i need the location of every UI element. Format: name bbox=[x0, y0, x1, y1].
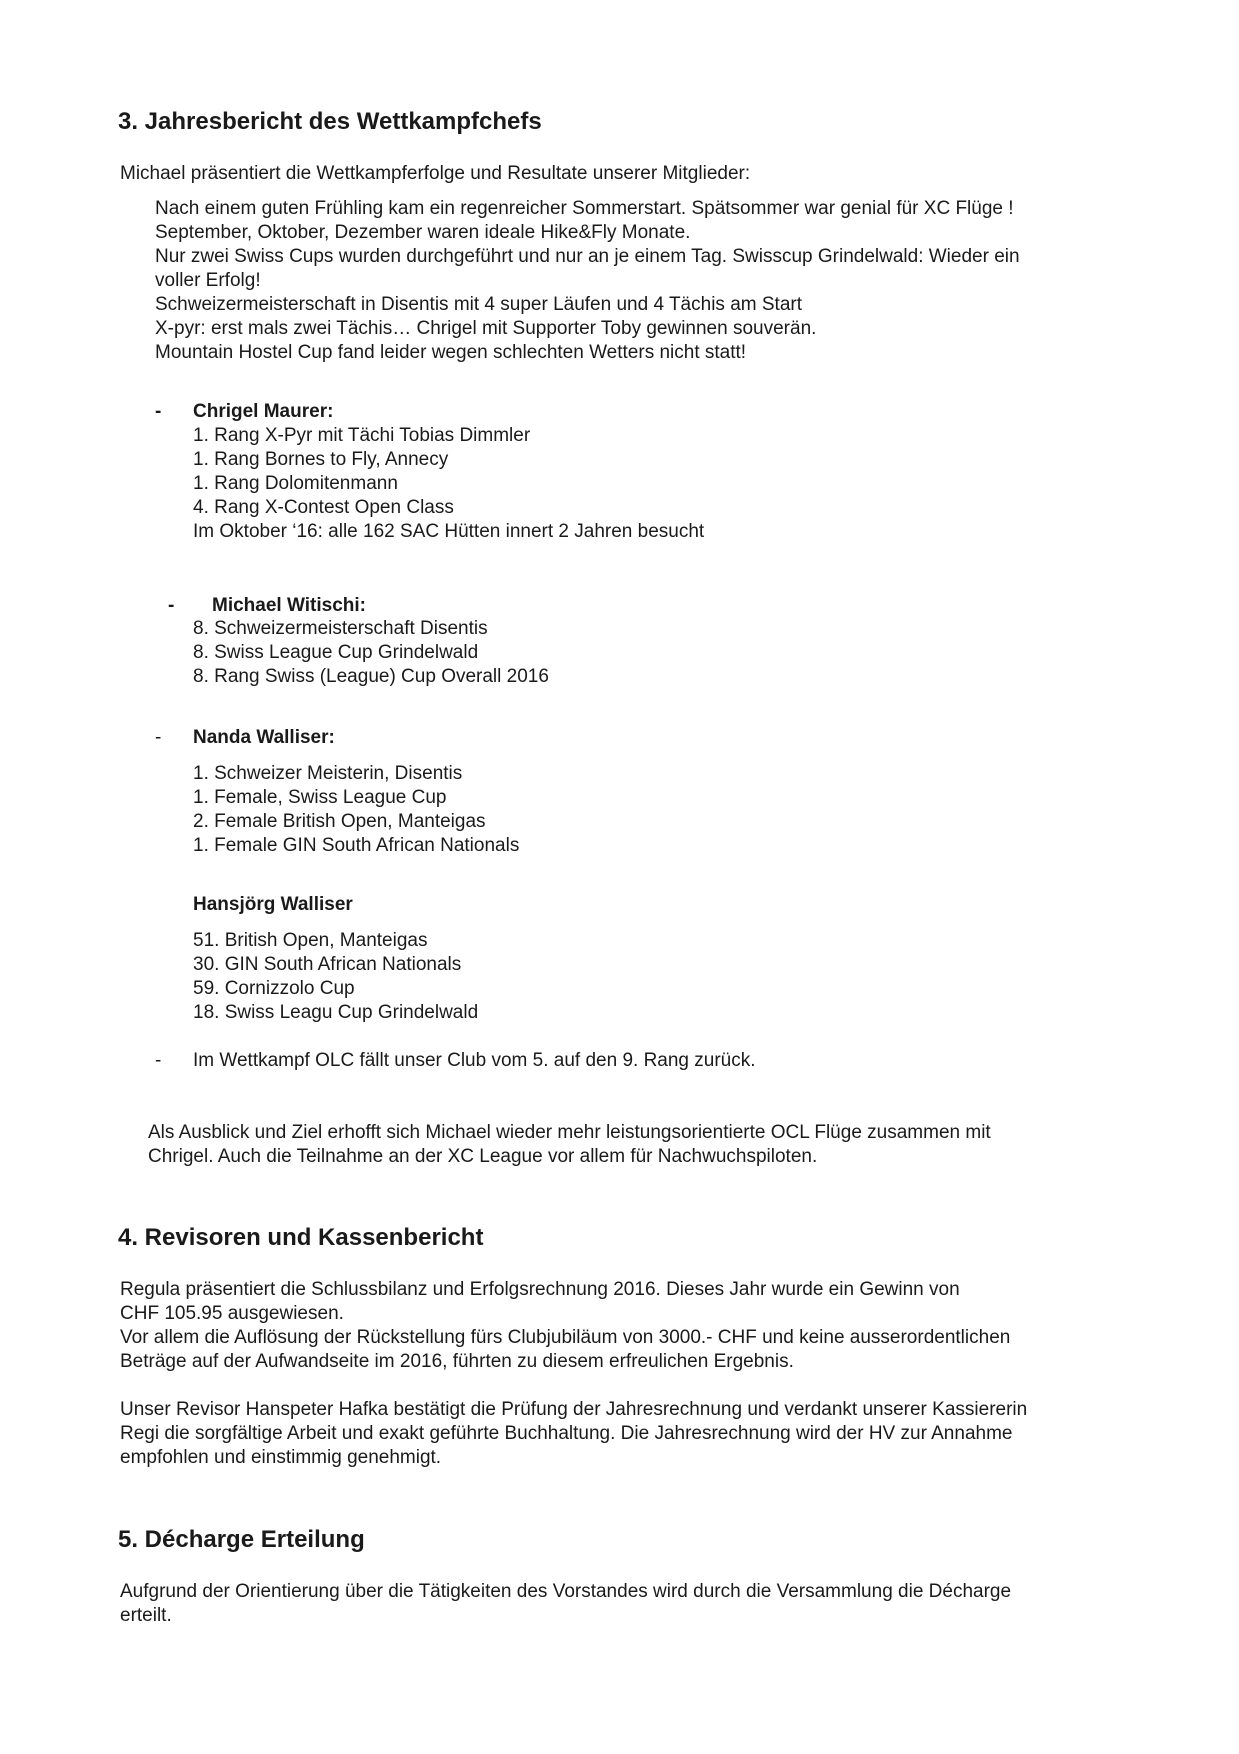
section-4-heading: 4. Revisoren und Kassenbericht bbox=[118, 1224, 484, 1251]
paragraph-line: Beträge auf der Aufwandseite im 2016, führten zu diesem erfreulichen Ergebnis. bbox=[120, 1351, 794, 1372]
section-3-intro: Michael präsentiert die Wettkampferfolge und Resultate unserer Mitglieder: bbox=[120, 163, 751, 184]
bullet: - bbox=[168, 595, 175, 616]
summary-line: X-pyr: erst mals zwei Tächis… Chrigel mit Supporter Toby gewinnen souverän. bbox=[155, 318, 817, 339]
result-item: 1. Rang X-Pyr mit Tächi Tobias Dimmler bbox=[193, 425, 531, 446]
pilot-name: Chrigel Maurer: bbox=[193, 401, 334, 422]
summary-line: Nach einem guten Frühling kam ein regenreicher Sommerstart. Spätsommer war genial für XC Flüge ! bbox=[155, 198, 1014, 219]
paragraph-line: Regula präsentiert die Schlussbilanz und Erfolgsrechnung 2016. Dieses Jahr wurde ein Gewinn von bbox=[120, 1279, 960, 1300]
result-item: 8. Swiss League Cup Grindelwald bbox=[193, 642, 479, 663]
result-item: 2. Female British Open, Manteigas bbox=[193, 811, 486, 832]
pilot-results bbox=[193, 762, 519, 858]
olc-text: Im Wettkampf OLC fällt unser Club vom 5. auf den 9. Rang zurück. bbox=[193, 1050, 756, 1071]
section-4-paragraph-1 bbox=[120, 1278, 1010, 1374]
section-5-paragraph bbox=[120, 1580, 1011, 1628]
paragraph-line: erteilt. bbox=[120, 1605, 172, 1626]
outlook-paragraph bbox=[148, 1121, 991, 1169]
outlook-line: Chrigel. Auch die Teilnahme an der XC League vor allem für Nachwuchspiloten. bbox=[148, 1146, 818, 1167]
bullet: - bbox=[155, 1050, 162, 1071]
outlook-line: Als Ausblick und Ziel erhofft sich Michael wieder mehr leistungsorientierte OCL Flüge zusammen mit bbox=[148, 1122, 991, 1143]
summary-line: Mountain Hostel Cup fand leider wegen schlechten Wetters nicht statt! bbox=[155, 342, 747, 363]
result-item: 1. Rang Bornes to Fly, Annecy bbox=[193, 449, 449, 470]
result-item: 8. Rang Swiss (League) Cup Overall 2016 bbox=[193, 666, 549, 687]
pilot-name: Nanda Walliser: bbox=[193, 727, 335, 748]
result-item: 1. Female, Swiss League Cup bbox=[193, 787, 447, 808]
pilot-results bbox=[193, 617, 549, 689]
result-item: 18. Swiss Leagu Cup Grindelwald bbox=[193, 1002, 479, 1023]
bullet: - bbox=[155, 401, 162, 422]
result-item: 30. GIN South African Nationals bbox=[193, 954, 462, 975]
summary-line: Nur zwei Swiss Cups wurden durchgeführt und nur an je einem Tag. Swisscup Grindelwald: Wieder ein bbox=[155, 246, 1020, 267]
summary-line: Schweizermeisterschaft in Disentis mit 4 super Läufen und 4 Tächis am Start bbox=[155, 294, 802, 315]
section-3-heading: 3. Jahresbericht des Wettkampfchefs bbox=[118, 108, 542, 135]
paragraph-line: empfohlen und einstimmig genehmigt. bbox=[120, 1447, 442, 1468]
result-item: 51. British Open, Manteigas bbox=[193, 930, 428, 951]
section-4-paragraph-2 bbox=[120, 1398, 1027, 1470]
section-5-heading: 5. Décharge Erteilung bbox=[118, 1526, 365, 1553]
bullet: - bbox=[155, 727, 162, 748]
summary-line: voller Erfolg! bbox=[155, 270, 261, 291]
result-item: 59. Cornizzolo Cup bbox=[193, 978, 355, 999]
paragraph-line: Regi die sorgfältige Arbeit und exakt geführte Buchhaltung. Die Jahresrechnung wird der HV zur Annahme bbox=[120, 1423, 1013, 1444]
paragraph-line: Vor allem die Auflösung der Rückstellung fürs Clubjubiläum von 3000.- CHF und keine ausserordentlichen bbox=[120, 1327, 1011, 1348]
summary-line: September, Oktober, Dezember waren ideale Hike&Fly Monate. bbox=[155, 222, 691, 243]
pilot-results bbox=[193, 424, 704, 544]
pilot-results bbox=[193, 929, 478, 1025]
result-item: 1. Female GIN South African Nationals bbox=[193, 835, 520, 856]
result-item: 4. Rang X-Contest Open Class bbox=[193, 497, 454, 518]
result-item: Im Oktober ‘16: alle 162 SAC Hütten innert 2 Jahren besucht bbox=[193, 521, 705, 542]
pilot-name: Michael Witischi: bbox=[212, 595, 366, 616]
season-summary bbox=[155, 197, 1020, 365]
result-item: 8. Schweizermeisterschaft Disentis bbox=[193, 618, 488, 639]
pilot-name: Hansjörg Walliser bbox=[193, 894, 353, 915]
result-item: 1. Rang Dolomitenmann bbox=[193, 473, 398, 494]
result-item: 1. Schweizer Meisterin, Disentis bbox=[193, 763, 463, 784]
paragraph-line: Unser Revisor Hanspeter Hafka bestätigt die Prüfung der Jahresrechnung und verdankt unserer Kassiererin bbox=[120, 1399, 1028, 1420]
paragraph-line: CHF 105.95 ausgewiesen. bbox=[120, 1303, 344, 1324]
paragraph-line: Aufgrund der Orientierung über die Tätigkeiten des Vorstandes wird durch die Versammlung die Décharge bbox=[120, 1581, 1012, 1602]
